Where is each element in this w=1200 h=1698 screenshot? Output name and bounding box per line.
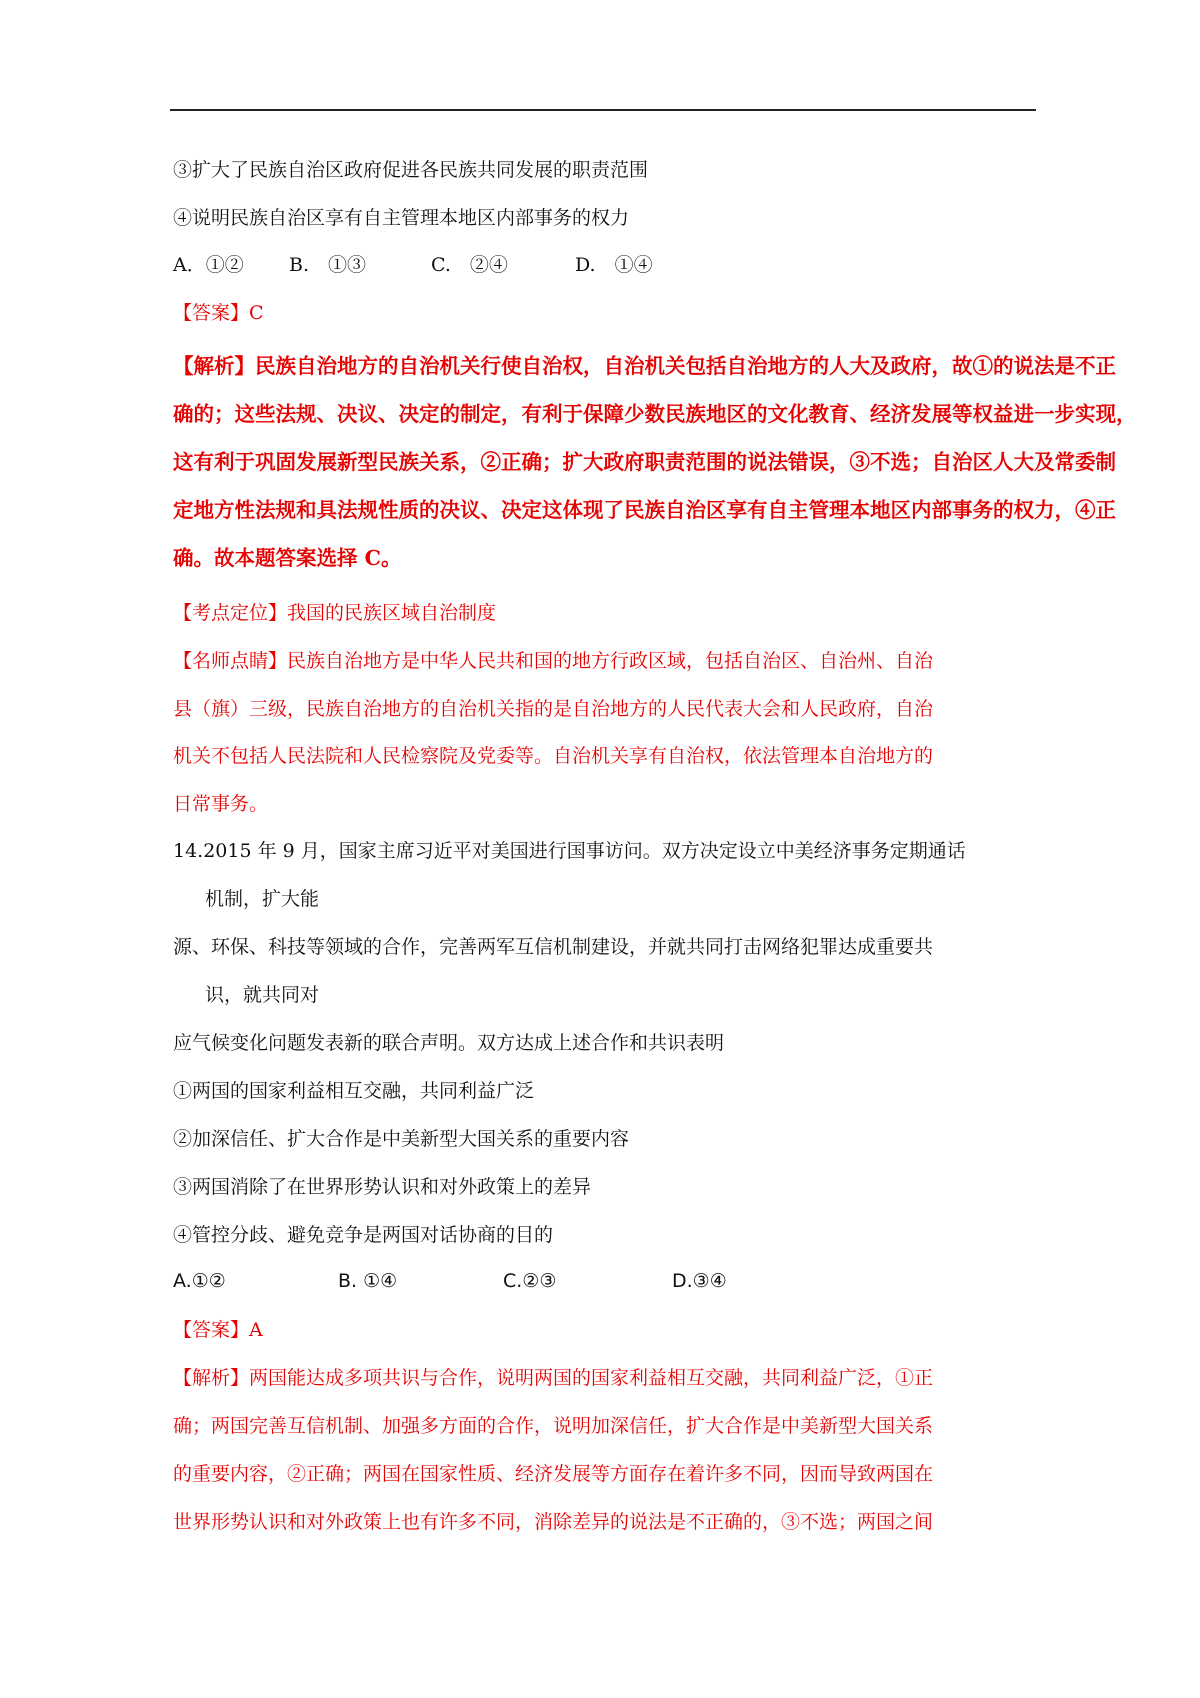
q14-stem-line: 识，就共同对 xyxy=(205,984,320,1006)
q13-answer: 【答案】C xyxy=(173,302,264,324)
q13-analysis-line: 确的；这些法规、决议、决定的制定，有利于保障少数民族地区的文化教育、经济发展等权益进一步实现， xyxy=(173,402,1137,426)
q14-item-3: ③两国消除了在世界形势认识和对外政策上的差异 xyxy=(173,1176,592,1198)
q14-options xyxy=(173,1268,727,1294)
header-rule xyxy=(170,109,1036,111)
q14-stem-line: 机制，扩大能 xyxy=(205,888,320,910)
q13-item-4: ④说明民族自治区享有自主管理本地区内部事务的权力 xyxy=(173,207,630,229)
q14-answer: 【答案】A xyxy=(173,1319,263,1341)
q13-analysis-line: 确。故本题答案选择 C。 xyxy=(173,546,402,570)
q14-option-d: D.③④ xyxy=(672,1270,727,1292)
q13-teacher-note-line: 县（旗）三级，民族自治地方的自治机关指的是自治地方的人民代表大会和人民政府，自治 xyxy=(173,698,934,720)
q14-option-c: C.②③ xyxy=(503,1270,557,1292)
q14-stem-line: 应气候变化问题发表新的联合声明。双方达成上述合作和共识表明 xyxy=(173,1032,725,1054)
q13-option-c: C. ②④ xyxy=(431,254,508,276)
q13-teacher-note-line: 【名师点睛】民族自治地方是中华人民共和国的地方行政区域，包括自治区、自治州、自治 xyxy=(173,650,934,672)
q14-analysis-line: 世界形势认识和对外政策上也有许多不同，消除差异的说法是不正确的，③不选；两国之间 xyxy=(173,1511,934,1533)
q14-analysis-line: 【解析】两国能达成多项共识与合作，说明两国的国家利益相互交融，共同利益广泛，①正 xyxy=(173,1367,934,1389)
q13-keypoint: 【考点定位】我国的民族区域自治制度 xyxy=(173,602,497,624)
q14-item-4: ④管控分歧、避免竞争是两国对话协商的目的 xyxy=(173,1224,554,1246)
q13-analysis-line: 【解析】民族自治地方的自治机关行使自治权，自治机关包括自治地方的人大及政府，故①的说法是不正 xyxy=(173,354,1116,378)
q13-teacher-note-line: 机关不包括人民法院和人民检察院及党委等。自治机关享有自治权，依法管理本自治地方的 xyxy=(173,745,934,767)
q13-option-d: D. ①④ xyxy=(575,254,653,276)
q13-option-a: A．①② xyxy=(173,254,244,276)
q13-item-3: ③扩大了民族自治区政府促进各民族共同发展的职责范围 xyxy=(173,159,649,181)
q14-stem-line: 源、环保、科技等领域的合作，完善两军互信机制建设，并就共同打击网络犯罪达成重要共 xyxy=(173,936,934,958)
q14-option-b: B. ①④ xyxy=(338,1270,398,1292)
q14-analysis-line: 的重要内容，②正确；两国在国家性质、经济发展等方面存在着许多不同，因而导致两国在 xyxy=(173,1463,934,1485)
q14-stem-line: 14.2015 年 9 月，国家主席习近平对美国进行国事访问。双方决定设立中美经济事务定期通话 xyxy=(173,840,966,862)
q13-options xyxy=(173,252,653,278)
q13-analysis-line: 这有利于巩固发展新型民族关系，②正确；扩大政府职责范围的说法错误，③不选；自治区人大及常委制 xyxy=(173,450,1116,474)
q14-option-a: A.①② xyxy=(173,1270,226,1292)
q13-analysis-line: 定地方性法规和具法规性质的决议、决定这体现了民族自治区享有自主管理本地区内部事务的权力，④正 xyxy=(173,498,1116,522)
q13-teacher-note-line: 日常事务。 xyxy=(173,793,269,815)
q14-item-2: ②加深信任、扩大合作是中美新型大国关系的重要内容 xyxy=(173,1128,630,1150)
q14-item-1: ①两国的国家利益相互交融，共同利益广泛 xyxy=(173,1080,535,1102)
q13-option-b: B. ①③ xyxy=(289,254,367,276)
q14-analysis-line: 确；两国完善互信机制、加强多方面的合作，说明加深信任，扩大合作是中美新型大国关系 xyxy=(173,1415,934,1437)
